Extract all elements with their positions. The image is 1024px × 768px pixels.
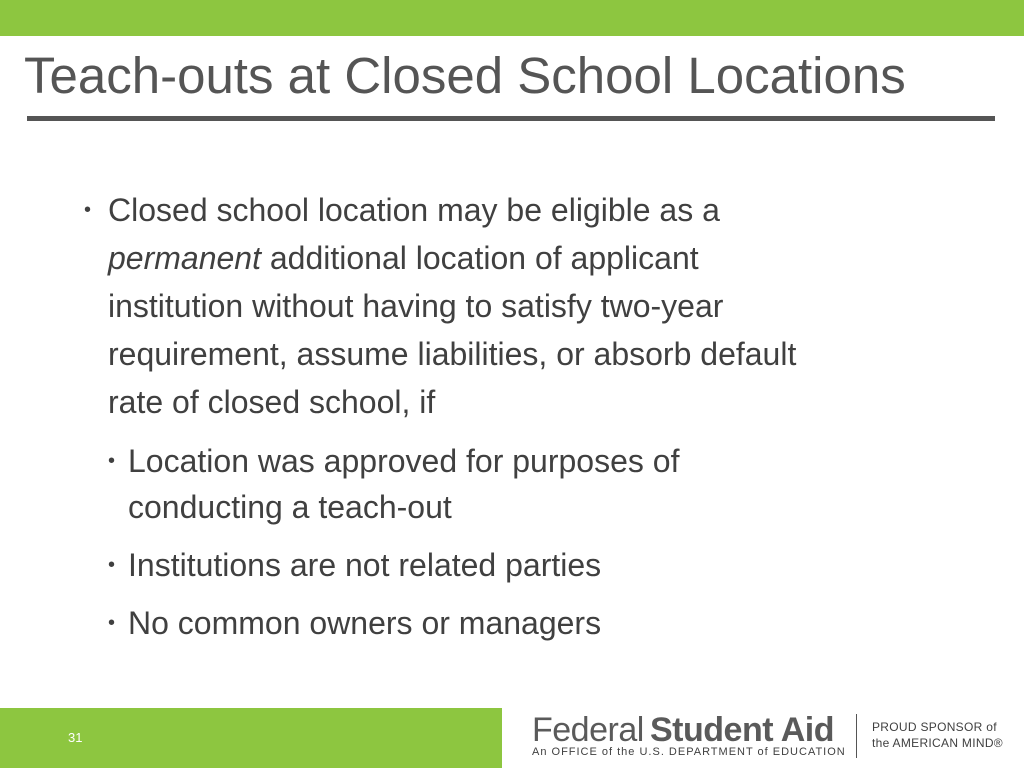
bullet-dot: • [108, 554, 116, 576]
top-accent-bar [0, 0, 1024, 36]
bullet-dot: • [84, 199, 92, 221]
main-bullet-line-2-rest: additional location of applicant [260, 240, 699, 276]
bullet-dot: • [108, 450, 116, 472]
fsa-logo-federal: Federal [532, 711, 644, 749]
fsa-tagline: An OFFICE of the U.S. DEPARTMENT of EDUCATION [532, 746, 846, 758]
bullet-dot: • [108, 612, 116, 634]
main-bullet [84, 186, 984, 426]
sponsor-text-line-2: the AMERICAN MIND® [872, 736, 1003, 750]
fsa-logo-student-aid: Student Aid [650, 711, 834, 749]
sub-bullet-3 [108, 600, 984, 646]
emphasis-permanent: permanent [108, 240, 261, 276]
main-bullet-line-2 [108, 234, 984, 282]
sponsor-text-line-1: PROUD SPONSOR of [872, 720, 997, 734]
slide-content [84, 186, 984, 646]
sub-bullet-2-line-1: Institutions are not related parties [128, 547, 602, 583]
main-bullet-line-5: rate of closed school, if [108, 384, 436, 420]
title-underline [27, 116, 995, 121]
main-bullet-line-4: requirement, assume liabilities, or absorb default [108, 336, 797, 372]
sub-bullet-2 [108, 542, 984, 588]
main-bullet-line-1: Closed school location may be eligible as a [108, 192, 720, 228]
slide-title: Teach-outs at Closed School Locations [24, 47, 906, 104]
logo-divider [856, 714, 857, 758]
sub-bullet-1 [108, 438, 984, 530]
sub-bullet-1-line-2: conducting a teach-out [128, 489, 452, 525]
slide-number: 31 [68, 730, 83, 745]
sub-bullet-list [108, 438, 984, 646]
main-bullet-line-3: institution without having to satisfy two-year [108, 288, 724, 324]
sub-bullet-1-line-1: Location was approved for purposes of [128, 443, 680, 479]
footer-logo-area [502, 708, 1024, 768]
sub-bullet-3-line-1: No common owners or managers [128, 605, 602, 641]
